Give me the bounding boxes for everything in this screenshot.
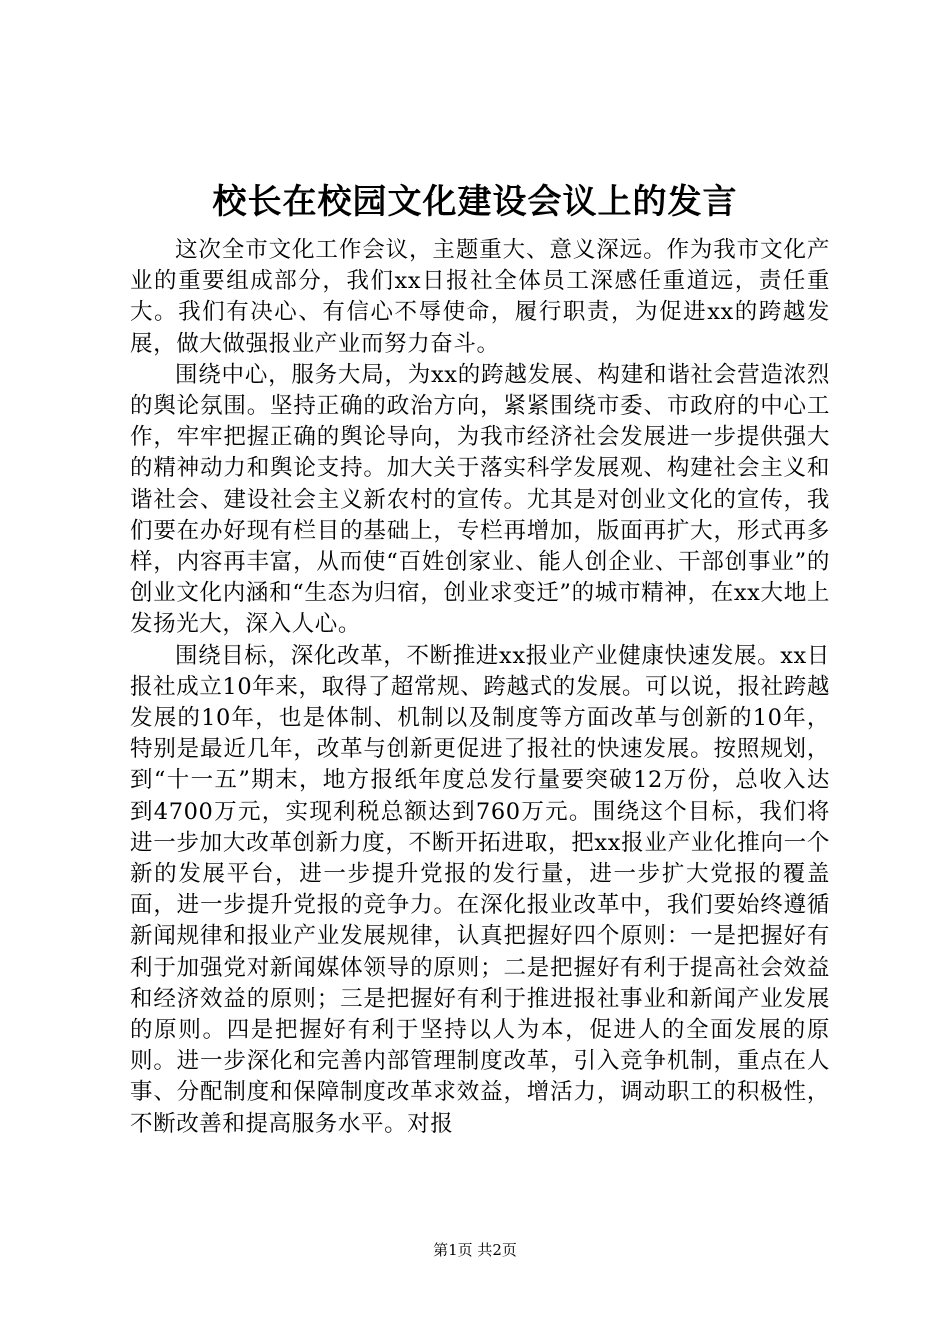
document-title: 校长在校园文化建设会议上的发言: [212, 182, 738, 222]
paragraph-1: 这次全市文化工作会议，主题重大、意义深远。作为我市文化产业的重要组成部分，我们xx日报社全体员工深感任重道远，责任重大。我们有决心、有信心不辱使命，履行职责，为促进xx的跨越发展，做大做强报业产业而努力奋斗。: [130, 237, 830, 357]
paragraph-3: 围绕目标，深化改革，不断推进xx报业产业健康快速发展。xx日报社成立10年来，取得了超常规、跨越式的发展。可以说，报社跨越发展的10年，也是体制、机制以及制度等方面改革与创新的10年，特别是最近几年，改革与创新更促进了报社的快速发展。按照规划，到“十一五”期末，地方报纸年度总发行量要突破12万份，总收入达到4700万元，实现利税总额达到760万元。围绕这个目标，我们将进一步加大改革创新力度，不断开拓进取，把xx报业产业化推向一个新的发展平台，进一步提升党报的发行量，进一步扩大党报的覆盖面，进一步提升党报的竞争力。在深化报业改革中，我们要始终遵循新闻规律和报业产业发展规律，认真把握好四个原则：一是把握好有利于加强党对新闻媒体领导的原则；二是把握好有利于提高社会效益和经济效益的原则；三是把握好有利于推进报社事业和新闻产业发展的原则。四是把握好有利于坚持以人为本，促进人的全面发展的原则。进一步深化和完善内部管理制度改革，引入竞争机制，重点在人事、分配制度和保障制度改革求效益，增活力，调动职工的积极性，不断改善和提高服务水平。对报: [130, 642, 830, 1137]
document-body: [130, 235, 830, 1140]
page-footer: [0, 1240, 950, 1260]
page-number: 第1页 共2页: [433, 1241, 517, 1259]
paragraph-2: 围绕中心，服务大局，为xx的跨越发展、构建和谐社会营造浓烈的舆论氛围。坚持正确的政治方向，紧紧围绕市委、市政府的中心工作，牢牢把握正确的舆论导向，为我市经济社会发展进一步提供强大的精神动力和舆论支持。加大关于落实科学发展观、构建社会主义和谐社会、建设社会主义新农村的宣传。尤其是对创业文化的宣传，我们要在办好现有栏目的基础上，专栏再增加，版面再扩大，形式再多样，内容再丰富，从而使“百姓创家业、能人创企业、干部创事业”的创业文化内涵和“生态为归宿，创业求变迁”的城市精神，在xx大地上发扬光大，深入人心。: [130, 361, 830, 638]
